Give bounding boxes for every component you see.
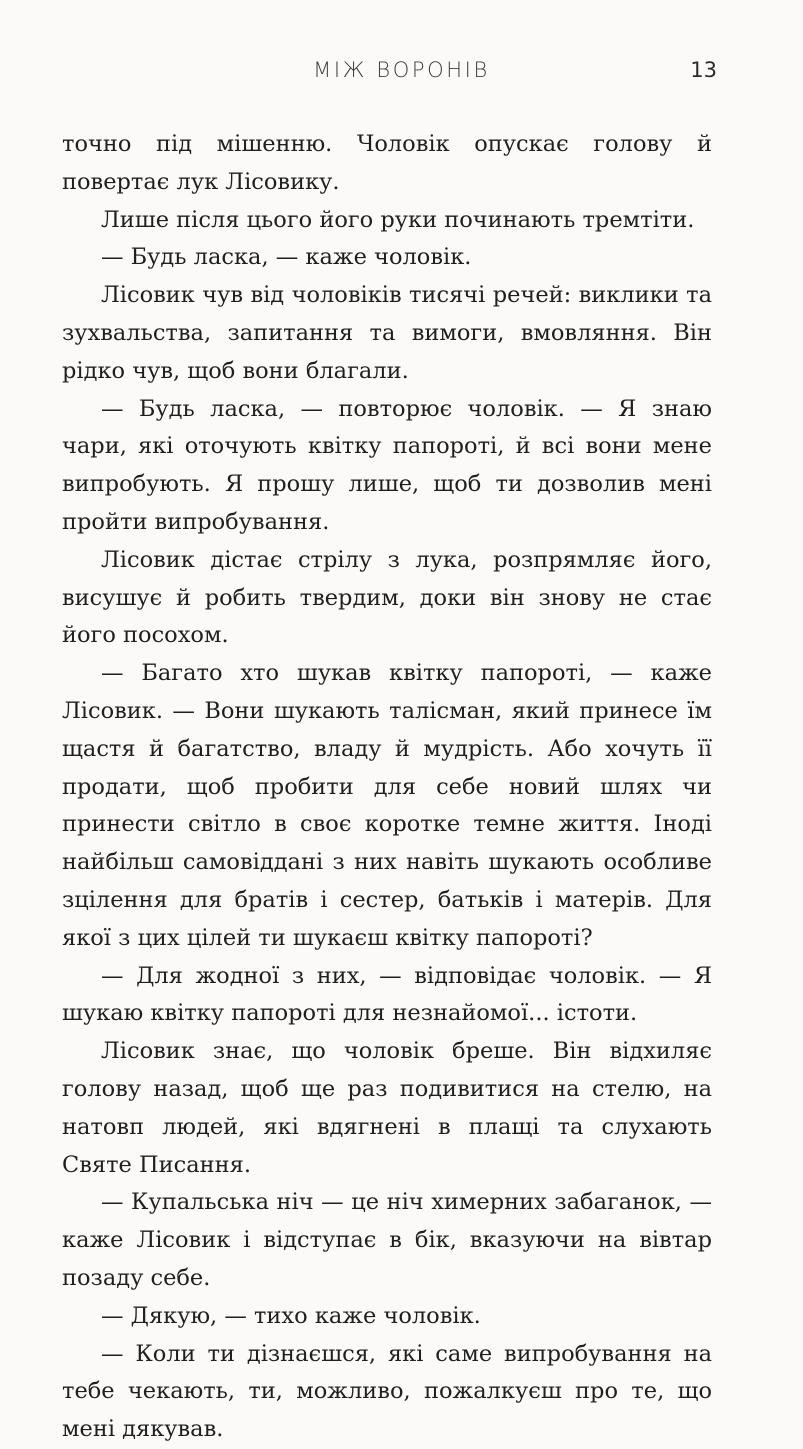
- paragraph: Лише після цього його руки починають тремтіти.: [101, 206, 695, 233]
- paragraph: — Будь ласка, — повторює чоловік. — Я знаю чари, які оточують квітку папороті, й всі вони мене випробують. Я прошу лише, щоб ти дозволив мені пройти випробування.: [62, 395, 712, 535]
- paragraph: — Для жодної з них, — відповідає чоловік. — Я шукаю квітку папороті для незнайомої... істоти.: [62, 962, 712, 1027]
- paragraph: — Багато хто шукав квітку папороті, — каже Лісовик. — Вони шукають талісман, який принесе їм щастя й багатство, владу й мудрість. Або хочуть її продати, щоб пробити для себе новий шлях чи принести світло в своє коротке темне життя. Іноді найбільш самовіддані з них навіть шукають особливе зцілення для братів і сестер, батьків і матерів. Для якої з цих цілей ти шукаєш квітку папороті?: [62, 660, 712, 951]
- paragraph: — Будь ласка, — каже чоловік.: [101, 244, 472, 271]
- page-number: 13: [690, 58, 717, 82]
- paragraph: Лісовик знає, що чоловік бреше. Він відхиляє голову назад, щоб ще раз подивитися на стелю, на натовп людей, які вдягнені в плащі та слухають Святе Писання.: [62, 1038, 712, 1178]
- running-header-title: МІЖ ВОРОНІВ: [313, 58, 490, 82]
- paragraph: точно під мішенню. Чоловік опускає голову й повертає лук Лісовику.: [62, 131, 712, 195]
- paragraph: — Купальська ніч — це ніч химерних забаганок, — каже Лісовик і відступає в бік, вказуючи на вівтар позаду себе.: [62, 1189, 712, 1291]
- paragraph: Лісовик дістає стрілу з лука, розпрямляє його, висушує й робить твердим, доки він знову не стає його посохом.: [62, 546, 712, 649]
- paragraph: — Дякую, — тихо каже чоловік.: [101, 1302, 481, 1329]
- paragraph: — Коли ти дізнаєшся, які саме випробування на тебе чекають, ти, можливо, пожалкуєш про те, що мені дякував.: [62, 1340, 712, 1443]
- body-text: [62, 126, 712, 1449]
- paragraph: Лісовик чув від чоловіків тисячі речей: виклики та зухвальства, запитання та вимоги, вмовляння. Він рідко чув, щоб вони благали.: [62, 282, 712, 384]
